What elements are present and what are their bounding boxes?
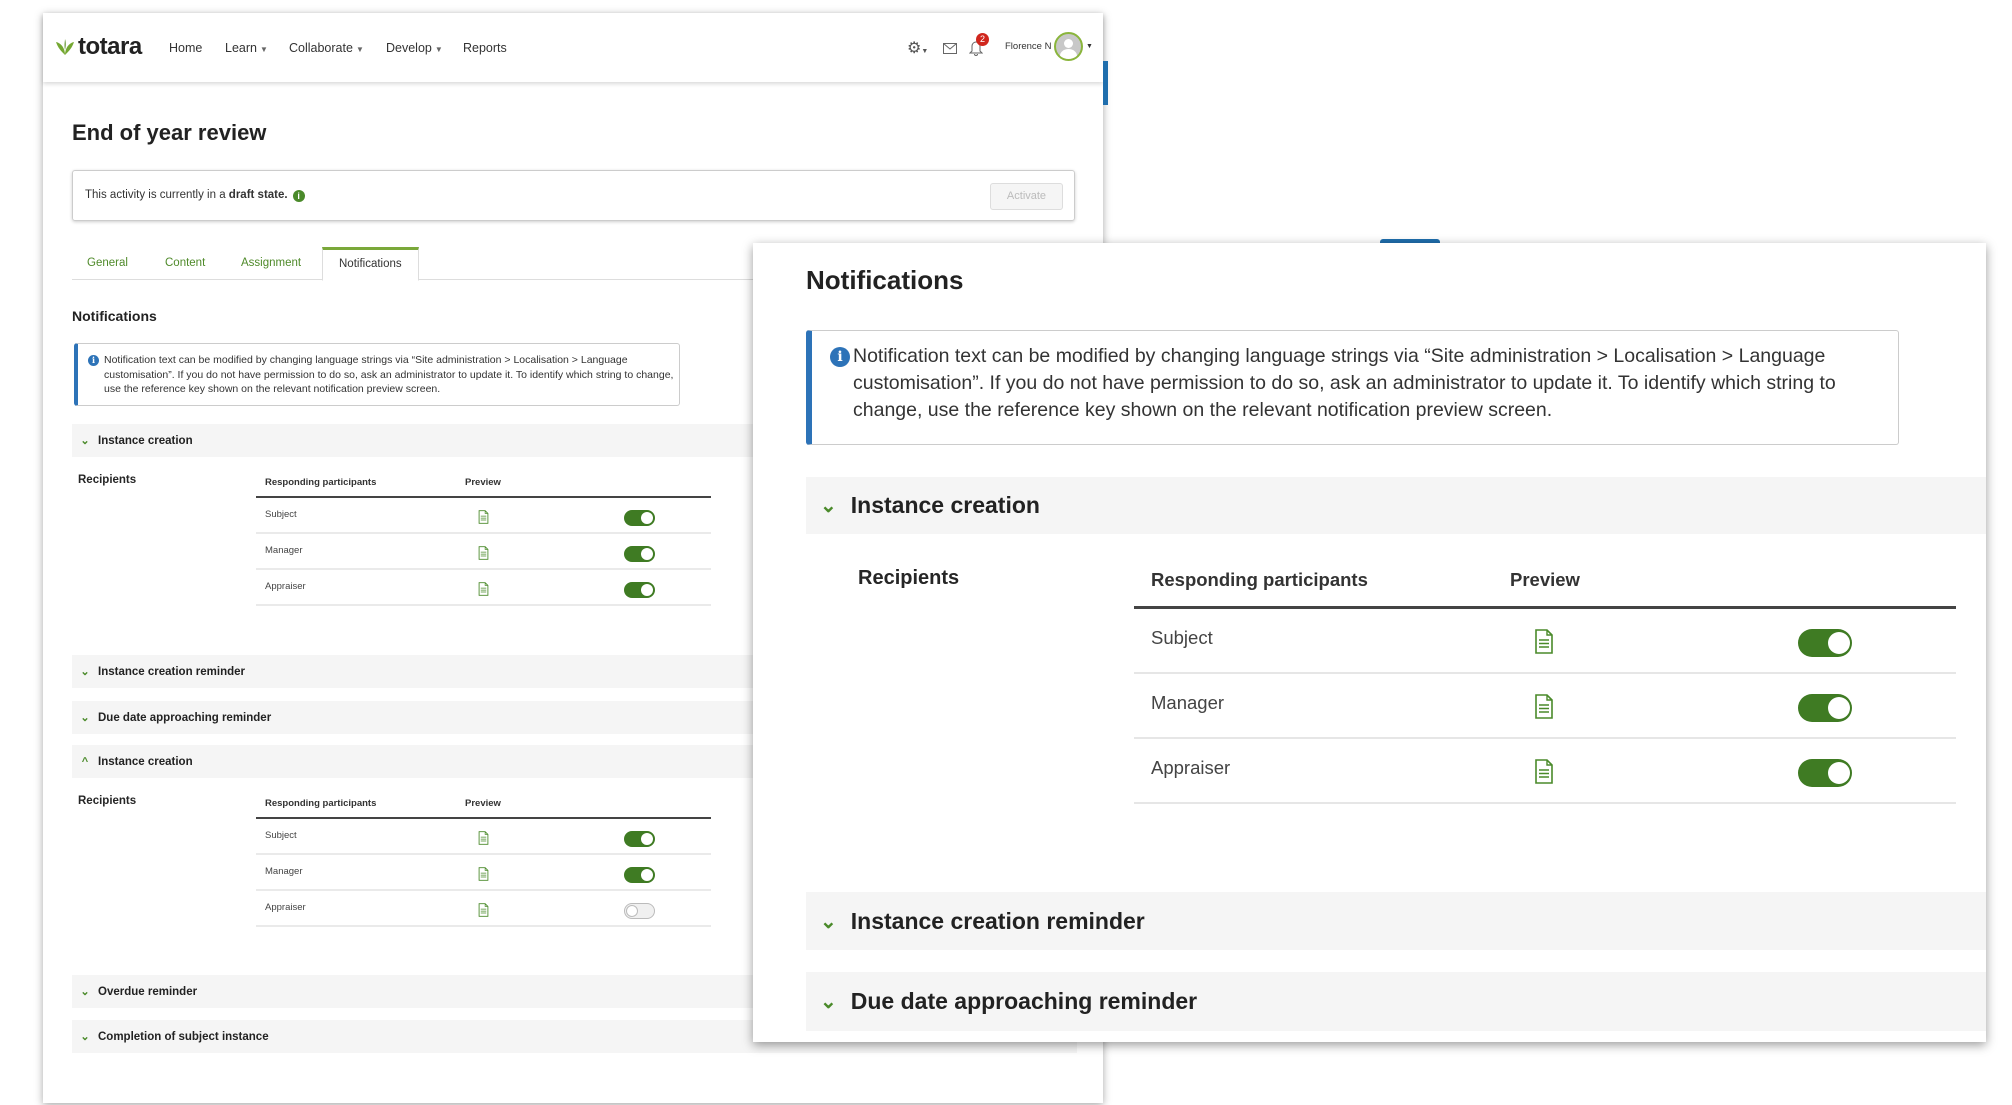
- nav-learn-label: Learn: [225, 41, 257, 55]
- table-row: [256, 891, 711, 927]
- recipients-label: Recipients: [78, 795, 137, 807]
- section-instance-creation[interactable]: [806, 477, 1986, 534]
- section-instance-creation-reminder[interactable]: [806, 892, 1986, 950]
- caret-down-icon: ▼: [355, 45, 364, 54]
- section-title: Instance creation: [98, 755, 193, 768]
- info-icon[interactable]: i: [293, 190, 305, 202]
- nav-home[interactable]: Home: [169, 41, 203, 55]
- page-title: End of year review: [72, 120, 267, 145]
- tab-assignment[interactable]: Assignment: [241, 257, 302, 269]
- info-icon: i: [830, 347, 850, 367]
- recipients-table: [256, 465, 711, 606]
- toggle-switch[interactable]: [624, 510, 655, 526]
- user-menu-caret-icon[interactable]: ▼: [1086, 43, 1093, 50]
- gear-icon[interactable]: ⚙▼: [907, 40, 929, 57]
- col-participants: Responding participants: [265, 477, 377, 488]
- toggle-switch[interactable]: [624, 903, 655, 919]
- draft-state-banner: [72, 170, 1075, 221]
- recipients-table: [256, 786, 711, 927]
- toggle-switch[interactable]: [1798, 694, 1852, 722]
- col-preview: Preview: [465, 798, 501, 809]
- chevron-down-icon: ⌄: [80, 666, 90, 678]
- toggle-switch[interactable]: [1798, 759, 1852, 787]
- recipients-label: Recipients: [78, 474, 137, 486]
- recipients-label: Recipients: [858, 567, 960, 589]
- top-navbar: [43, 13, 1103, 82]
- document-preview-icon[interactable]: [478, 831, 489, 845]
- toggle-switch[interactable]: [624, 831, 655, 847]
- table-row: [1134, 609, 1956, 674]
- nav-learn[interactable]: [225, 41, 268, 55]
- recipients-table: [1134, 563, 1956, 804]
- notification-badge: 2: [976, 33, 989, 46]
- chevron-down-icon: ⌄: [820, 910, 837, 933]
- avatar[interactable]: [1054, 32, 1083, 61]
- scrollbar[interactable]: [1103, 61, 1108, 105]
- toggle-switch[interactable]: [624, 867, 655, 883]
- participant-name: Manager: [265, 545, 303, 556]
- tab-notifications[interactable]: Notifications: [322, 247, 419, 281]
- table-row: [256, 498, 711, 534]
- info-notice: [806, 330, 1899, 445]
- info-icon: i: [88, 355, 99, 366]
- caret-down-icon: ▼: [434, 45, 443, 54]
- col-participants: Responding participants: [265, 798, 377, 809]
- toggle-switch[interactable]: [624, 546, 655, 562]
- chevron-up-icon: ^: [81, 755, 89, 768]
- totara-logo[interactable]: totara: [55, 33, 142, 61]
- col-participants: Responding participants: [1151, 569, 1368, 590]
- notifications-zoom-callout: [753, 243, 1986, 1042]
- chevron-down-icon: ⌄: [820, 991, 837, 1013]
- document-preview-icon[interactable]: [478, 582, 489, 596]
- participant-name: Subject: [1151, 627, 1213, 648]
- table-header: [256, 786, 711, 819]
- table-row: [256, 819, 711, 855]
- caret-down-icon: ▼: [259, 45, 268, 54]
- document-preview-icon[interactable]: [478, 546, 489, 560]
- nav-collaborate[interactable]: [289, 41, 364, 55]
- tab-content[interactable]: Content: [165, 257, 206, 269]
- participant-name: Manager: [1151, 692, 1225, 713]
- participant-name: Subject: [265, 509, 297, 520]
- toggle-switch[interactable]: [1798, 629, 1852, 657]
- section-title: Instance creation reminder: [98, 665, 245, 678]
- chevron-down-icon: ⌄: [80, 435, 90, 447]
- col-preview: Preview: [1510, 569, 1580, 590]
- nav-develop[interactable]: [386, 41, 443, 55]
- table-row: [1134, 739, 1956, 804]
- participant-name: Manager: [265, 866, 303, 877]
- notifications-heading: Notifications: [806, 265, 964, 295]
- section-title: Overdue reminder: [98, 985, 198, 998]
- tab-general[interactable]: General: [87, 257, 128, 269]
- table-row: [256, 855, 711, 891]
- info-notice: [74, 343, 680, 406]
- activate-button[interactable]: Activate: [990, 183, 1063, 210]
- document-preview-icon[interactable]: [478, 903, 489, 917]
- section-title: Completion of subject instance: [98, 1030, 269, 1043]
- document-preview-icon[interactable]: [478, 867, 489, 881]
- chevron-down-icon: ⌄: [80, 1031, 90, 1043]
- participant-name: Appraiser: [265, 902, 306, 913]
- toggle-switch[interactable]: [624, 582, 655, 598]
- document-preview-icon[interactable]: [478, 510, 489, 524]
- section-title: Due date approaching reminder: [850, 988, 1198, 1014]
- participant-name: Appraiser: [1151, 757, 1231, 778]
- draft-state-text: [85, 189, 305, 202]
- mail-icon[interactable]: [943, 43, 957, 54]
- nav-reports[interactable]: Reports: [463, 41, 507, 55]
- notifications-heading: Notifications: [72, 308, 157, 324]
- info-text: Notification text can be modified by changing language strings via “Site administration > Localisation > Language customisation”. If you do not have permission to do so, ask an administrator to update it. To identify which string to change, use the reference key shown on the relevant notification preview screen.: [104, 354, 674, 395]
- chevron-down-icon: ⌄: [80, 712, 90, 724]
- section-title: Instance creation: [850, 492, 1040, 518]
- col-preview: Preview: [465, 477, 501, 488]
- user-name[interactable]: Florence N: [1005, 41, 1052, 52]
- table-header: [1134, 563, 1956, 609]
- document-preview-icon[interactable]: [1534, 694, 1554, 719]
- draft-state-label: draft state.: [228, 189, 288, 201]
- participant-name: Appraiser: [265, 581, 306, 592]
- section-title: Instance creation: [98, 434, 193, 447]
- document-preview-icon[interactable]: [1534, 629, 1554, 654]
- chevron-down-icon: ⌄: [820, 495, 837, 517]
- section-due-date-reminder[interactable]: [806, 972, 1986, 1031]
- document-preview-icon[interactable]: [1534, 759, 1554, 784]
- leaf-logo-icon: [55, 38, 75, 56]
- table-row: [256, 534, 711, 570]
- section-title: Due date approaching reminder: [98, 711, 272, 724]
- draft-prefix: This activity is currently in a: [85, 189, 229, 201]
- table-header: [256, 465, 711, 498]
- nav-collaborate-label: Collaborate: [289, 41, 353, 55]
- chevron-down-icon: ⌄: [80, 986, 90, 998]
- section-title: Instance creation reminder: [850, 907, 1145, 934]
- participant-name: Subject: [265, 830, 297, 841]
- info-text: Notification text can be modified by changing language strings via “Site administration > Localisation > Language customisation”. If you do not have permission to do so, ask an administrator to update it. To identify which string to change, use the reference key shown on the relevant notification preview screen.: [853, 345, 1836, 421]
- table-row: [1134, 674, 1956, 739]
- nav-develop-label: Develop: [386, 41, 432, 55]
- table-row: [256, 570, 711, 606]
